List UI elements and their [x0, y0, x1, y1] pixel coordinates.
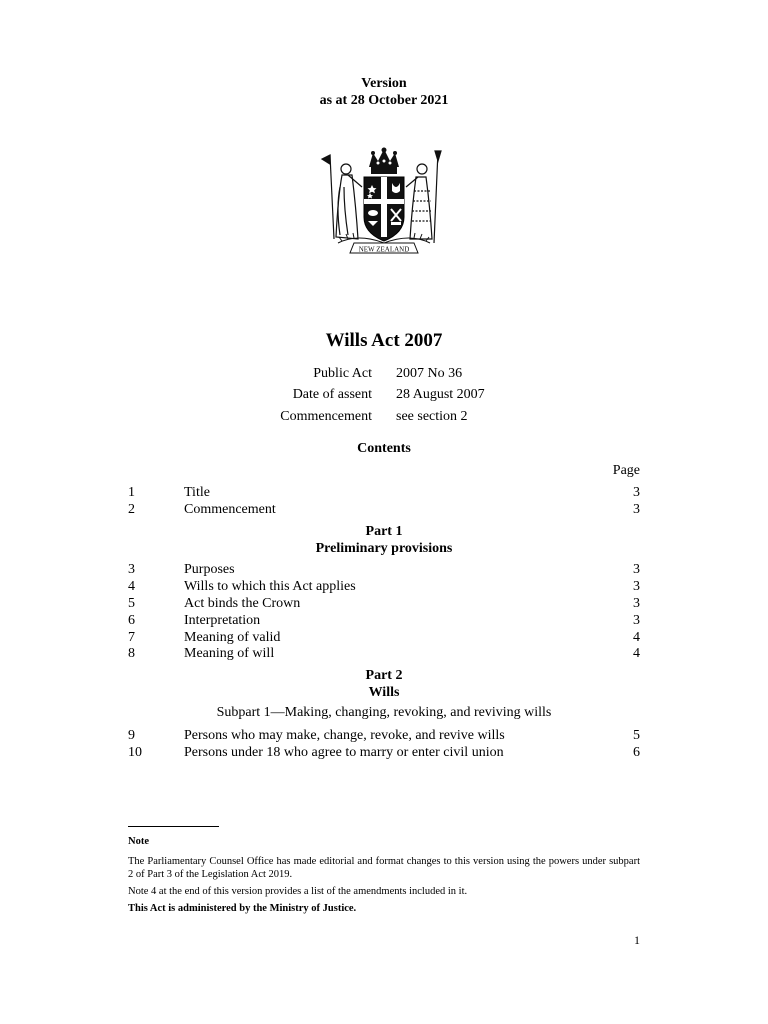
- metadata-label: Date of assent: [292, 387, 372, 402]
- toc-section-title: Act binds the Crown: [184, 596, 301, 611]
- subpart-heading: Subpart 1—Making, changing, revoking, and reviving wills: [216, 705, 552, 720]
- part-label: Part 1: [365, 524, 403, 539]
- toc-section-title: Persons under 18 who agree to marry or enter civil union: [184, 745, 504, 760]
- toc-section-title: Purposes: [184, 562, 235, 577]
- toc-entry[interactable]: [128, 612, 640, 629]
- toc-section-number: 4: [128, 579, 135, 594]
- toc-section-title: Title: [184, 485, 210, 500]
- metadata-row-commencement: [0, 409, 768, 427]
- page-number: 1: [634, 933, 640, 947]
- footnote: [128, 835, 640, 919]
- toc-page-number: 6: [633, 745, 640, 760]
- footnote-divider: [128, 826, 219, 827]
- toc-page-number: 4: [633, 630, 640, 645]
- toc-section-title: Commencement: [184, 502, 276, 517]
- metadata-row-date-of-assent: [0, 387, 768, 405]
- toc-entry[interactable]: [128, 561, 640, 578]
- part-name: Wills: [368, 685, 400, 700]
- metadata-row-public-act: [0, 366, 768, 384]
- toc-page-number: 3: [633, 562, 640, 577]
- act-title: Wills Act 2007: [325, 330, 443, 351]
- page-column-label: Page: [612, 463, 640, 478]
- toc-section-number: 5: [128, 596, 135, 611]
- toc-entry[interactable]: [128, 744, 640, 761]
- toc-entry[interactable]: [128, 578, 640, 595]
- metadata-value: 28 August 2007: [396, 387, 485, 402]
- toc-section-number: 6: [128, 613, 135, 628]
- toc-section-number: 2: [128, 502, 135, 517]
- toc-entry[interactable]: [128, 595, 640, 612]
- metadata-label: Commencement: [280, 409, 372, 424]
- toc-entry[interactable]: [128, 629, 640, 646]
- version-label: Version: [361, 76, 407, 91]
- coat-of-arms-icon: [318, 147, 450, 257]
- toc-page-number: 4: [633, 646, 640, 661]
- part-label: Part 2: [365, 668, 403, 683]
- metadata-label: Public Act: [313, 366, 372, 381]
- toc-page-number: 3: [633, 596, 640, 611]
- toc-section-title: Wills to which this Act applies: [184, 579, 356, 594]
- toc-page-number: 3: [633, 485, 640, 500]
- toc-entry[interactable]: [128, 645, 640, 662]
- toc-entry[interactable]: [128, 501, 640, 518]
- toc-section-number: 8: [128, 646, 135, 661]
- toc-section-number: 3: [128, 562, 135, 577]
- toc-section-number: 1: [128, 485, 135, 500]
- toc-section-title: Meaning of valid: [184, 630, 281, 645]
- toc-section-title: Persons who may make, change, revoke, and revive wills: [184, 728, 505, 743]
- contents-heading: Contents: [357, 441, 411, 456]
- emblem-scroll-text: NEW ZEALAND: [358, 245, 410, 254]
- toc-page-number: 3: [633, 579, 640, 594]
- metadata-value: see section 2: [396, 409, 468, 424]
- toc-entry[interactable]: [128, 484, 640, 501]
- version-block: [0, 75, 768, 109]
- toc-section-title: Meaning of will: [184, 646, 275, 661]
- toc-page-number: 5: [633, 728, 640, 743]
- toc-section-title: Interpretation: [184, 613, 261, 628]
- metadata-value: 2007 No 36: [396, 366, 463, 381]
- toc-section-number: 7: [128, 630, 135, 645]
- footnote-paragraph: Note 4 at the end of this version provides a list of the amendments included in it.: [128, 886, 468, 897]
- part-2-heading: [0, 667, 768, 701]
- administration-note: This Act is administered by the Ministry of Justice.: [128, 903, 357, 914]
- part-name: Preliminary provisions: [315, 541, 453, 556]
- footnote-label: Note: [128, 836, 149, 847]
- part-1-heading: [0, 523, 768, 557]
- version-date: as at 28 October 2021: [319, 93, 449, 108]
- toc-section-number: 9: [128, 728, 135, 743]
- toc-entry[interactable]: [128, 727, 640, 744]
- toc-page-number: 3: [633, 502, 640, 517]
- toc-section-number: 10: [128, 745, 142, 760]
- toc-page-number: 3: [633, 613, 640, 628]
- footnote-paragraph: The Parliamentary Counsel Office has made editorial and format changes to this version using the powers under subpart 2 of Part 3 of the Legislation Act 2019.: [128, 856, 640, 880]
